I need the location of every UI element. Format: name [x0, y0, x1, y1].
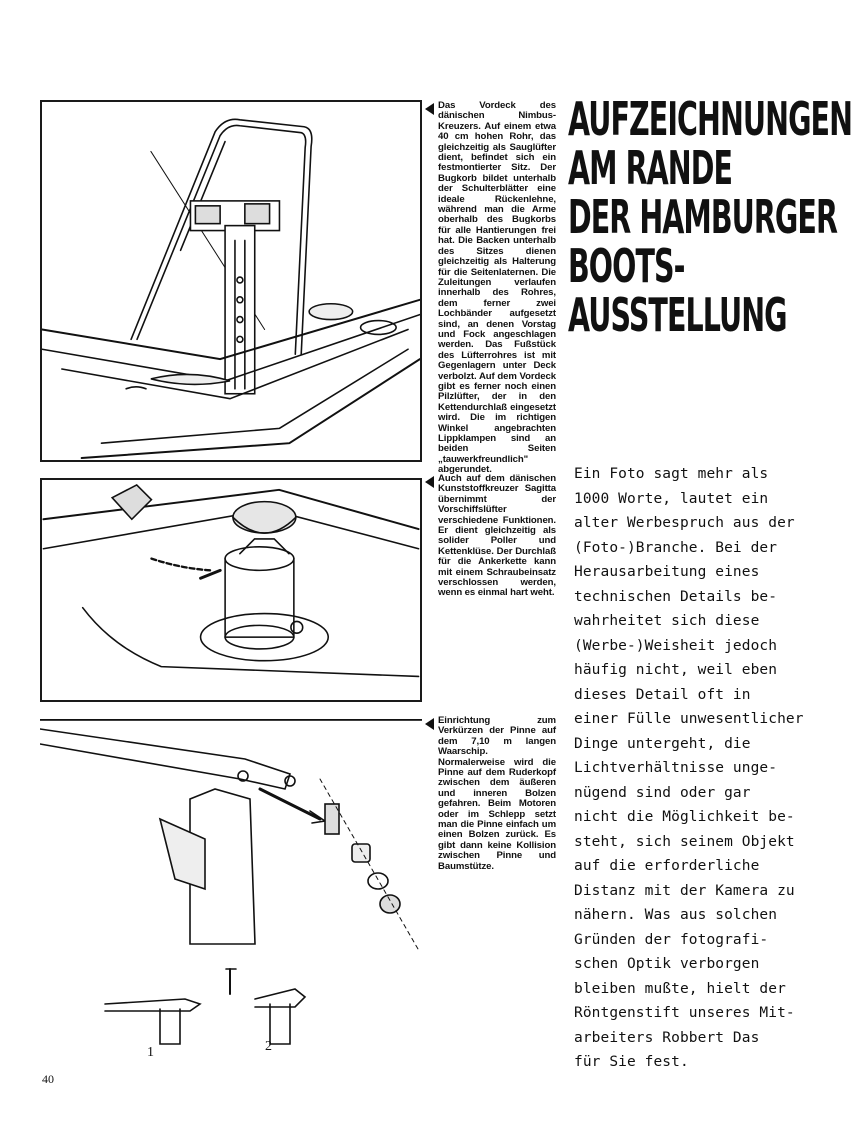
body-line: Lichtverhältnisse unge- [574, 760, 778, 776]
body-line: bleiben mußte, hielt der [574, 980, 786, 997]
caption-tiller [426, 716, 556, 872]
caption-foredeck-text: Das Vordeck des dänischen Nimbus-Kreuzers. Auf einem etwa 40 cm hohen Rohr, das gleichzeitig als Sauglüfter dient, befindet sich ein festmontierter Sitz. Der Bugkorb bildet unterhalb der Schulterblätter eine ideale Rückenlehne, während man die Arme oberhalb des Bugkorbs für alle Hantierungen frei hat. Die Backen unterhalb des Sitzes dienen gleichzeitig als Halterung für die Seitenlaternen. Die Zuleitungen verlaufen innerhalb des Rohres, dem ferner zwei Lochbänder aufgesetzt sind, an denen Vorstag und Fock angeschlagen werden. Das Fußstück des Lüfterrohres ist mit Gegenlagern unter Deck verbolzt. Auf dem Vordeck gibt es ferner noch einen Pilzlüfter, der in den Kettendurchlaß eingesetzt wird. Die im richtigen Winkel angebrachten Lippklampen sind an beiden Seiten „tauwerkfreundlich" abgerundet. [438, 100, 556, 476]
body-line: häufig nicht, weil eben [574, 662, 778, 678]
pointer-arrow-icon [425, 718, 434, 730]
body-line: (Foto-)Branche. Bei der [574, 539, 778, 556]
body-line: steht, sich seinem Objekt [574, 833, 795, 850]
headline-line: AUFZEICHNUNGEN [568, 92, 853, 146]
body-line: schen Optik verborgen [574, 956, 760, 972]
body-line: Dinge untergeht, die [574, 735, 751, 752]
article-body [574, 462, 858, 1075]
headline-line: DER HAMBURGER [568, 190, 837, 244]
article-headline [568, 92, 858, 342]
body-line: alter Werbespruch aus der [574, 515, 795, 531]
pointer-arrow-icon [425, 103, 434, 115]
body-line: (Werbe-)Weisheit jedoch [574, 637, 778, 654]
figure-tiller [40, 719, 422, 1074]
body-line: Gründen der fotografi- [574, 931, 769, 948]
body-line: nicht die Möglichkeit be- [574, 809, 795, 825]
figure-label-2: 2 [265, 1039, 272, 1054]
body-line: Röntgenstift unseres Mit- [574, 1005, 795, 1021]
body-line: dieses Detail oft in [574, 686, 751, 703]
headline-line: BOOTS- [568, 239, 685, 293]
body-line: Herausarbeitung eines [574, 564, 760, 580]
body-line: nähern. Was aus solchen [574, 907, 778, 923]
body-line: technischen Details be- [574, 588, 778, 605]
body-line: arbeiters Robbert Das [574, 1029, 760, 1046]
figure-foredeck-seat [40, 100, 422, 462]
body-line: wahrheitet sich diese [574, 613, 760, 629]
body-line: 1000 Worte, lautet ein [574, 490, 769, 507]
ventilator-illustration [42, 480, 420, 700]
caption-ventilator-text: Auch auf dem dänischen Kunststoffkreuzer Sagitta übernimmt der Vorschiffslüfter verschiedene Funktionen. Er dient gleichzeitig als solider Poller und Kettenklüse. Der Durchlaß für die Ankerkette kann mit einem Schraubeinsatz verschlossen werden, wenn es einmal hart weht. [438, 473, 556, 599]
figure-ventilator-bollard [40, 478, 422, 702]
body-line: Ein Foto sagt mehr als [574, 466, 769, 482]
body-line: auf die erforderliche [574, 858, 760, 874]
pointer-arrow-icon [425, 476, 434, 488]
caption-foredeck [426, 101, 556, 476]
tiller-illustration [40, 719, 422, 1074]
body-line: einer Fülle unwesentlicher [574, 711, 804, 727]
headline-line: AM RANDE [568, 141, 733, 195]
body-line: nügend sind oder gar [574, 784, 751, 801]
body-line: Distanz mit der Kamera zu [574, 882, 795, 899]
figure-label-1: 1 [147, 1045, 154, 1060]
caption-ventilator [426, 474, 556, 599]
page-number: 40 [42, 1072, 54, 1086]
foredeck-illustration [42, 102, 420, 460]
caption-tiller-text: Einrichtung zum Verkürzen der Pinne auf dem 7,10 m langen Waarschip. Normalerweise wird die Pinne auf dem Ruderkopf zwischen dem äußeren und inneren Bolzen gefahren. Beim Motoren oder im Schlepp setzt man die Pinne einfach um einen Bolzen zurück. Es gibt dann keine Kollision zwischen Pinne und Baumstütze. [438, 715, 556, 872]
headline-line: AUSSTELLUNG [568, 288, 787, 342]
body-line: für Sie fest. [574, 1054, 689, 1070]
